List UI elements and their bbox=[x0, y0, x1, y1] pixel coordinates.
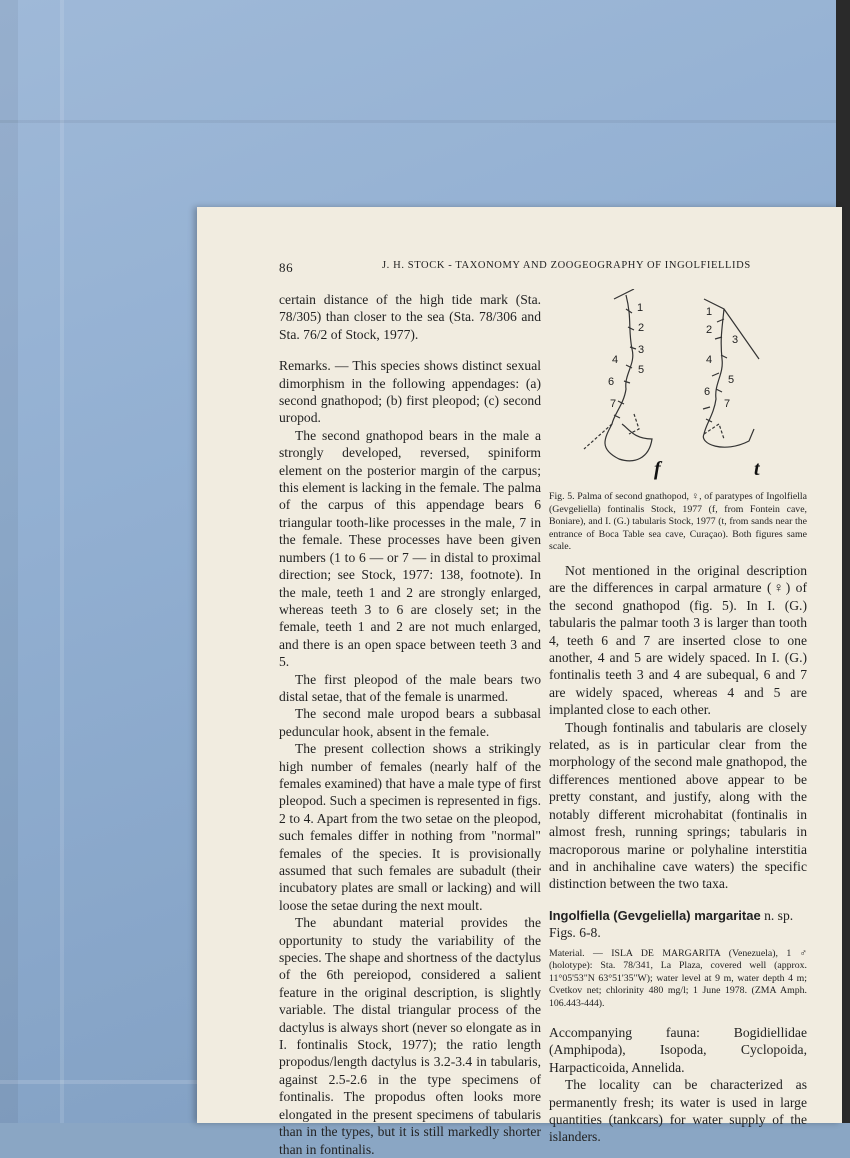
material-paragraph: Material. — ISLA DE MARGARITA (Venezuela), 1 ♂ (holotype): Sta. 78/341, La Plaza, covered well (approx. 11°05'53"N 63°51'35"W); water level at 9 m, water depth 4 m; Cvetkov net; chlorinity 480 mg/l; 1 June 1978. (ZMA Amph. 106.443-444). bbox=[549, 947, 807, 1009]
species-heading: Ingolfiella (Gevgeliella) margaritae bbox=[549, 907, 761, 923]
paragraph: certain distance of the high tide mark (Sta. 78/305) than closer to the sea (Sta. 78/306 and Sta. 76/2 of Stock, 1977). bbox=[279, 292, 541, 342]
right-column bbox=[549, 562, 807, 1146]
tooth-label: 2 bbox=[638, 322, 645, 334]
tooth-label: 7 bbox=[610, 398, 617, 410]
tooth-label: 1 bbox=[706, 306, 713, 318]
folder-crease bbox=[60, 0, 64, 1123]
paragraph: The present collection shows a strikingly high number of females (nearly half of the females examined) that have a male type of first pleopod. Such a specimen is represented in figs. 2 to 4. Apart from the two setae on the pleopod, such females differ in nothing from "normal" females of the species. It is provisionally assumed that such females are subadult (their incubatory plates are small or lacking) and will loose the setae during the next moult. bbox=[279, 741, 541, 913]
species-heading-line bbox=[549, 907, 807, 924]
species-heading-suffix: n. sp. bbox=[760, 907, 794, 923]
tooth-label: 5 bbox=[728, 374, 735, 386]
figure-caption bbox=[549, 491, 807, 554]
tooth-label: 5 bbox=[638, 364, 645, 376]
tooth-label: 3 bbox=[732, 334, 739, 346]
palma-outline-f bbox=[605, 289, 652, 461]
tooth-label: 3 bbox=[638, 344, 645, 356]
left-column bbox=[279, 291, 541, 1158]
figure-label-t: t bbox=[754, 458, 760, 480]
paragraph: Accompanying fauna: Bogidiellidae (Amphipoda), Isopoda, Cyclopoida, Harpacticoida, Annelida. bbox=[549, 1025, 807, 1075]
tooth-label: 1 bbox=[637, 302, 644, 314]
caption-text: Fig. 5. Palma of second gnathopod, ♀, of paratypes of Ingolfiella (Gevgeliella) fontinalis Stock, 1977 (f, from Fontein cave, Boniare), and I. (G.) tabularis Stock, 1977 (t, from sands near the entrance of Boca Table sea cave, Curaçao). Both figures same scale. bbox=[549, 491, 807, 553]
figure-gnathopod-palma bbox=[574, 289, 804, 489]
paragraph: The abundant material provides the opportunity to study the variability of the species. The shape and shortness of the dactylus of the 6th pereiopod, considered a salient feature in the original description, is slightly variable. The distal triangular process of the dactylus is always short (never so elongate as in I. fontinalis Stock, 1977); the ratio length propodus/length dactylus is 3.2-3.4 in tabularis, against 2.5-2.6 in the type specimens of fontinalis. The propodus often looks more elongated in the present specimens of tabularis than in the types, but it is still markedly shorter than in fontinalis. bbox=[279, 915, 541, 1157]
figs-reference: Figs. 6-8. bbox=[549, 925, 601, 941]
page-number: 86 bbox=[279, 260, 294, 275]
tooth-label: 2 bbox=[706, 324, 713, 336]
tooth-label: 6 bbox=[608, 376, 615, 388]
folder-edge-shadow bbox=[0, 0, 18, 1123]
document-page bbox=[197, 207, 842, 1157]
figure-label-f: f bbox=[654, 458, 661, 480]
paragraph: Remarks. — This species shows distinct sexual dimorphism in the following appendages: (a) second gnathopod; (b) first pleopod; (c) second uropod. bbox=[279, 358, 541, 426]
running-title: J. H. STOCK - TAXONOMY AND ZOOGEOGRAPHY OF INGOLFIELLIDS bbox=[382, 260, 751, 271]
tooth-label: 4 bbox=[612, 354, 619, 366]
paragraph: The second gnathopod bears in the male a strongly developed, reversed, spiniform element on the posterior margin of the carpus; this element is lacking in the female. The palma of the carpus of this appendage bears 6 triangular tooth-like processes in the male, 7 in the female. These processes have been given numbers (1 to 6 — or 7 — in distal to proximal direction; see Stock, 1977: 138, footnote). In the male, teeth 1 and 2 are strongly enlarged, whereas teeth 3 to 6 are closely set; in the female, teeth 1 and 2 are not much enlarged, and there is an open space between teeth 3 and 5. bbox=[279, 427, 541, 670]
paragraph: Though fontinalis and tabularis are closely related, as is in particular clear from the morphology of the second male gnathopod, the differences mentioned above appear to be pretty constant, and justify, along with the notably different microhabitat (fontinalis in almost fresh, running springs; tabularis in macroporous marine or polyhaline interstitia and in anchihaline cave waters) the specific distinction between the two taxa. bbox=[549, 719, 807, 892]
tooth-label: 4 bbox=[706, 354, 713, 366]
paragraph: The locality can be characterized as permanently fresh; its water is used in large quantities (tankcars) for water supply of the islanders. bbox=[549, 1077, 807, 1145]
paragraph: Not mentioned in the original description are the differences in carpal armature (♀) of the second gnathopod (fig. 5). In I. (G.) tabularis the palmar tooth 3 is larger than tooth 4, teeth 6 and 7 are inserted close to one another, 4 and 5 are widely spaced. In I. (G.) fontinalis teeth 3 and 4 are subequal, 6 and 7 are widely spaced, whereas 4 and 5 are implanted close to each other. bbox=[549, 563, 807, 718]
tooth-label: 6 bbox=[704, 386, 711, 398]
tooth-label: 7 bbox=[724, 398, 731, 410]
paragraph: The first pleopod of the male bears two distal setae, that of the female is unarmed. bbox=[279, 671, 541, 704]
paragraph: The second male uropod bears a subbasal peduncular hook, absent in the female. bbox=[279, 706, 541, 739]
folder-crease bbox=[0, 120, 850, 123]
